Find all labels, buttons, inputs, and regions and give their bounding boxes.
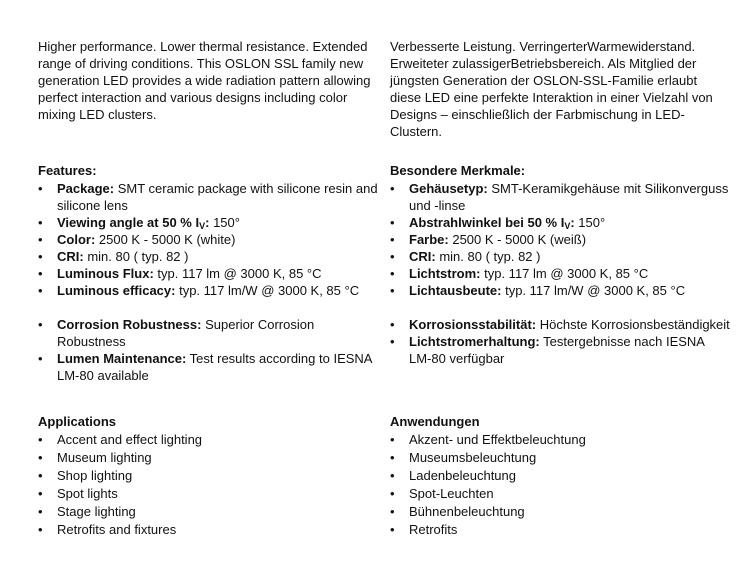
features-heading: Features: [38, 163, 97, 178]
application-item: • Shop lighting [38, 468, 133, 483]
bullet-icon: • [390, 334, 395, 349]
bullet-icon: • [390, 232, 395, 247]
features-list [390, 180, 730, 367]
application-item: • Ladenbeleuchtung [390, 468, 516, 483]
bullet-icon: • [390, 215, 395, 230]
feature-item-lumen-maintenance: • Lichtstromerhaltung: Testergebnisse nach IESNA LM-80 verfügbar [390, 334, 705, 366]
bullet-icon: • [390, 317, 395, 332]
bullet-icon: • [38, 283, 43, 298]
bullet-icon: • [38, 181, 43, 196]
feature-item-cri: • CRI: min. 80 ( typ. 82 ) [38, 249, 189, 264]
feature-item-color: • Color: 2500 K - 5000 K (white) [38, 232, 236, 247]
bullet-icon: • [38, 522, 43, 537]
bullet-icon: • [38, 468, 43, 483]
application-item: • Accent and effect lighting [38, 432, 203, 447]
feature-item-color: • Farbe: 2500 K - 5000 K (weiß) [390, 232, 587, 247]
feature-item-luminous-flux: • Lichtstrom: typ. 117 lm @ 3000 K, 85 °C [390, 266, 649, 281]
feature-item-corrosion: • Corrosion Robustness: Superior Corrosion Robustness [38, 317, 315, 349]
feature-item-cri: • CRI: min. 80 ( typ. 82 ) [390, 249, 541, 264]
applications-heading: Applications [38, 414, 117, 429]
bullet-icon: • [390, 266, 395, 281]
bullet-icon: • [38, 504, 43, 519]
application-item: • Stage lighting [38, 504, 136, 519]
application-item: • Bühnenbeleuchtung [390, 504, 525, 519]
german-column [390, 38, 730, 537]
bullet-icon: • [390, 181, 395, 196]
bullet-icon: • [38, 266, 43, 281]
bullet-icon: • [38, 351, 43, 366]
application-item: • Museumsbeleuchtung [390, 450, 537, 465]
feature-item-viewing-angle: • Viewing angle at 50 % $I_V$: 150° [38, 215, 240, 231]
intro-paragraph: Higher performance. Lower thermal resistance. Extended range of driving conditions. This OSLON SSL family new generation LED provides a wide radiation pattern allowing perfect interaction and various designs including color mixing LED clusters. [38, 39, 371, 122]
features-list [38, 180, 378, 384]
feature-item-package: • Gehäusetyp: SMT-Keramikgehäuse mit Silikonverguss und -linse [390, 181, 729, 213]
features-heading: Besondere Merkmale: [390, 163, 526, 178]
bullet-icon: • [390, 283, 395, 298]
application-item: • Spot-Leuchten [390, 486, 494, 501]
application-item: • Akzent- und Effektbeleuchtung [390, 432, 586, 447]
bullet-icon: • [38, 249, 43, 264]
application-item: • Spot lights [38, 486, 118, 501]
bullet-icon: • [38, 486, 43, 501]
application-item: • Museum lighting [38, 450, 152, 465]
bullet-icon: • [390, 432, 395, 447]
list-spacer [390, 299, 730, 316]
feature-item-luminous-efficacy: • Luminous efficacy: typ. 117 lm/W @ 3000 K, 85 °C [38, 283, 360, 298]
bullet-icon: • [38, 317, 43, 332]
application-item: • Retrofits [390, 522, 458, 537]
feature-item-package: • Package: SMT ceramic package with silicone resin and silicone lens [38, 181, 378, 213]
application-item: • Retrofits and fixtures [38, 522, 177, 537]
english-column [38, 38, 378, 537]
intro-paragraph: Verbesserte Leistung. VerringerterWarmewiderstand. Erweiteter zulassigerBetriebsbereich. Als Mitglied der jüngsten Generation der OSLON-SSL-Familie erlaubt diese LED eine perfekte Interaktion in einer Vielzahl von Designs – einschließlich der Farbmischung in LED-Clustern. [390, 39, 713, 139]
feature-item-luminous-efficacy: • Lichtausbeute: typ. 117 lm/W @ 3000 K, 85 °C [390, 283, 686, 298]
feature-item-lumen-maintenance: • Lumen Maintenance: Test results according to IESNA LM-80 available [38, 351, 372, 383]
bullet-icon: • [38, 450, 43, 465]
bullet-icon: • [390, 486, 395, 501]
feature-item-corrosion: • Korrosionsstabilität: Höchste Korrosionsbeständigkeit [390, 317, 730, 332]
bullet-icon: • [390, 504, 395, 519]
list-spacer [38, 299, 378, 316]
applications-list [390, 431, 730, 539]
bullet-icon: • [390, 450, 395, 465]
bullet-icon: • [38, 232, 43, 247]
feature-item-luminous-flux: • Luminous Flux: typ. 117 lm @ 3000 K, 85 °C [38, 266, 322, 281]
feature-item-viewing-angle: • Abstrahlwinkel bei 50 % $I_V$: 150° [390, 215, 606, 231]
bullet-icon: • [390, 468, 395, 483]
applications-heading: Anwendungen [390, 414, 480, 429]
bullet-icon: • [38, 215, 43, 230]
bullet-icon: • [390, 249, 395, 264]
bullet-icon: • [38, 432, 43, 447]
applications-list [38, 431, 378, 539]
bullet-icon: • [390, 522, 395, 537]
